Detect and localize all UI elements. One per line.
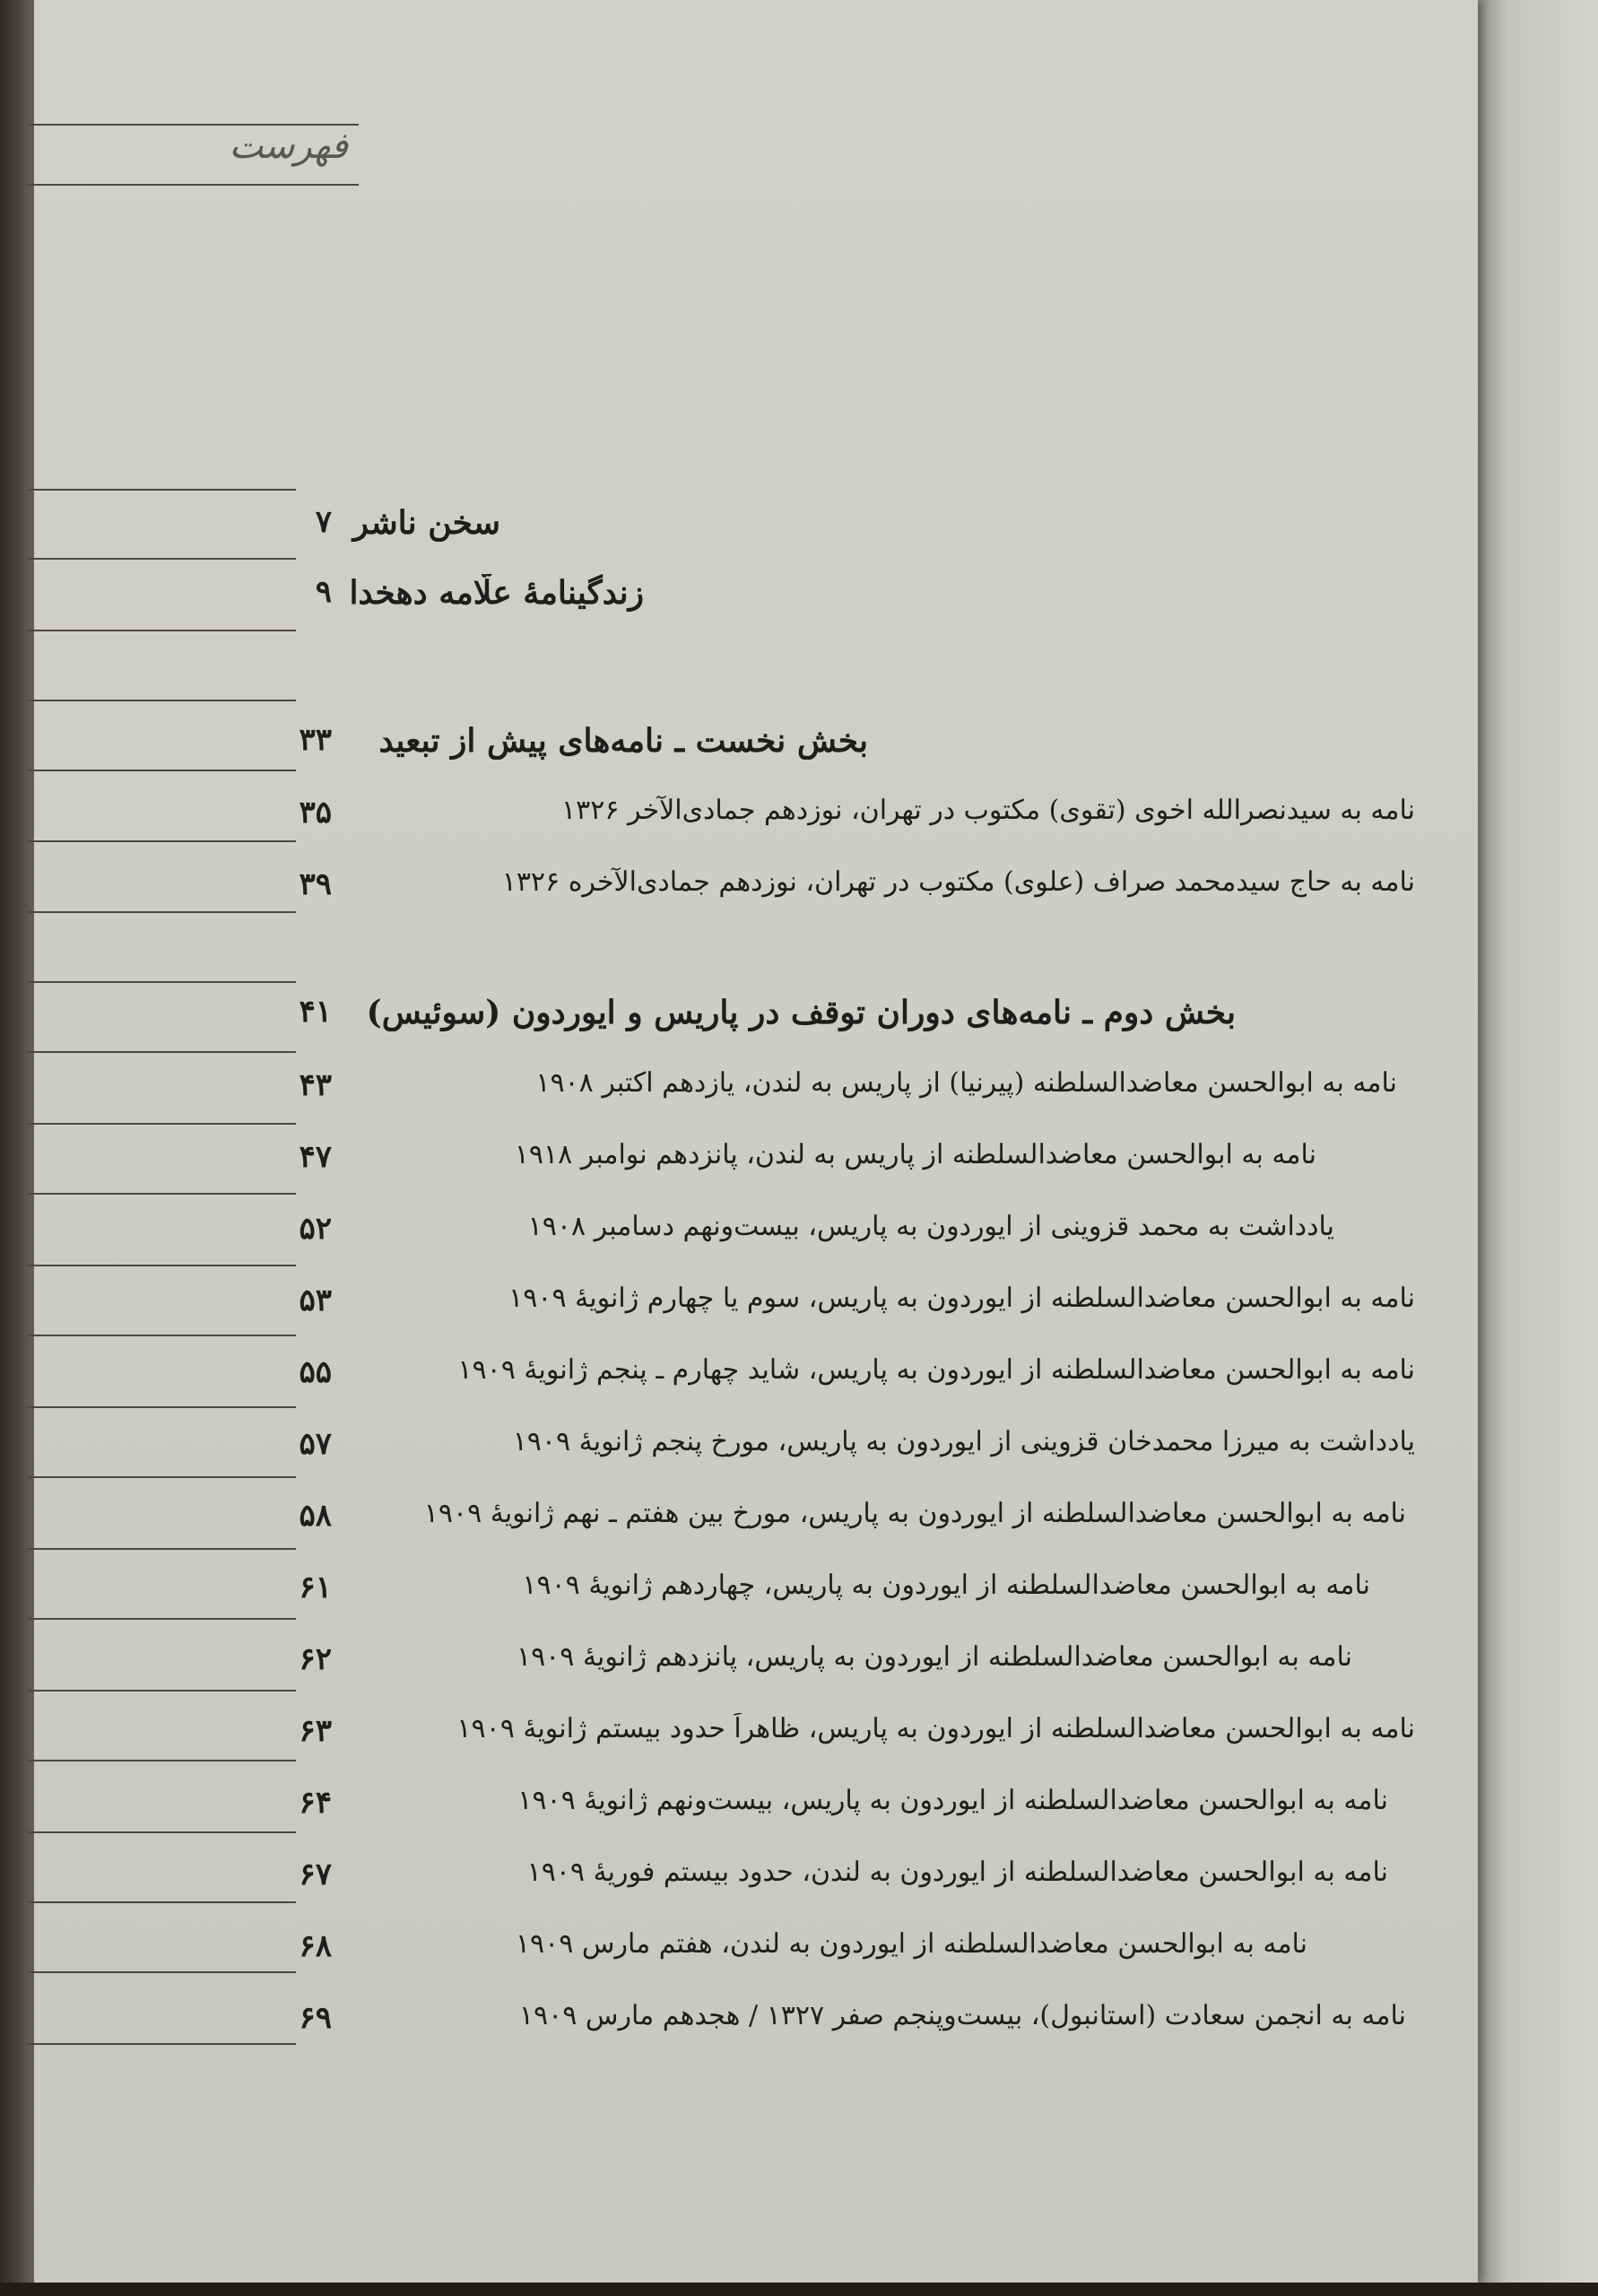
toc-entry-page: ۶۹ [299,2000,332,2036]
toc-entry-title: سخن ناشر [352,504,500,542]
margin-rule [27,1051,296,1053]
toc-entry-title: نامه به ابوالحسن معاضدالسلطنه از ایوردون به پاریس، مورخ بین هفتم ـ نهم ژانویهٔ ۱۹۰۹ [423,1498,1406,1529]
margin-rule [27,1760,296,1761]
toc-entry-title: نامه به ابوالحسن معاضدالسلطنه از ایوردون به پاریس، پانزدهم ژانویهٔ ۱۹۰۹ [516,1641,1352,1673]
margin-rule [27,1335,296,1336]
margin-rule [27,1123,296,1125]
margin-rule [27,489,296,491]
margin-rule [27,981,296,983]
toc-entry-title: نامه به ابوالحسن معاضدالسلطنه از پاریس به لندن، پانزدهم نوامبر ۱۹۱۸ [514,1139,1316,1170]
toc-entry-page: ۶۲ [299,1641,332,1677]
facing-page-edge [1478,0,1598,2283]
margin-rule [27,700,296,701]
toc-entry-page: ۴۳ [299,1067,332,1103]
toc-entry-page: ۹ [315,574,332,610]
toc-entry-title: یادداشت به محمد قزوینی از ایوردون به پاریس، بیست‌ونهم دسامبر ۱۹۰۸ [527,1211,1334,1242]
header-rule-bottom [27,184,359,186]
margin-rule [27,1265,296,1266]
toc-entry-page: ۵۸ [299,1498,332,1534]
margin-rule [27,2043,296,2045]
section-page: ۴۱ [299,994,332,1030]
toc-entry-title: نامه به ابوالحسن معاضدالسلطنه از ایوردون به پاریس، چهاردهم ژانویهٔ ۱۹۰۹ [522,1570,1370,1601]
margin-rule [27,1901,296,1903]
margin-rule [27,770,296,771]
margin-rule [27,1618,296,1620]
toc-entry-page: ۵۳ [299,1283,332,1318]
toc-entry-title: نامه به سیدنصرالله اخوی (تقوی) مکتوب در تهران، نوزدهم جمادی‌الآخر ۱۳۲۶ [561,795,1415,826]
page-title: فهرست [229,126,348,167]
toc-entry-title: نامه به ابوالحسن معاضدالسلطنه از ایوردون به لندن، حدود بیستم فوریهٔ ۱۹۰۹ [526,1857,1388,1888]
toc-entry-page: ۴۷ [299,1139,332,1175]
toc-entry-title: نامه به ابوالحسن معاضدالسلطنه (پیرنیا) از پاریس به لندن، یازدهم اکتبر ۱۹۰۸ [535,1067,1397,1099]
toc-entry-page: ۶۸ [299,1928,332,1964]
margin-rule [27,1831,296,1833]
toc-entry-page: ۵۵ [299,1354,332,1390]
section-page: ۳۳ [299,722,332,758]
margin-rule [27,1690,296,1692]
toc-entry-title: نامه به ابوالحسن معاضدالسلطنه از ایوردون به پاریس، سوم یا چهارم ژانویهٔ ۱۹۰۹ [508,1283,1415,1314]
toc-entry-page: ۶۳ [299,1713,332,1749]
margin-rule [27,1476,296,1478]
section-heading: بخش دوم ـ نامه‌های دوران توقف در پاریس و ایوردون (سوئیس) [366,994,1236,1031]
toc-entry-title: یادداشت به میرزا محمدخان قزوینی از ایوردون به پاریس، مورخ پنجم ژانویهٔ ۱۹۰۹ [512,1426,1415,1457]
margin-rule [27,558,296,560]
toc-entry-page: ۳۵ [299,795,332,831]
margin-rule [27,911,296,913]
toc-entry-page: ۵۷ [299,1426,332,1462]
margin-rule [27,1406,296,1408]
toc-entry-title: نامه به ابوالحسن معاضدالسلطنه از ایوردون به پاریس، بیست‌ونهم ژانویهٔ ۱۹۰۹ [517,1785,1388,1816]
toc-entry-page: ۶۴ [299,1785,332,1821]
toc-page [34,0,1478,2283]
desk-edge [0,2283,1598,2296]
toc-entry-page: ۶۱ [299,1570,332,1605]
section-heading: بخش نخست ـ نامه‌های پیش از تبعید [378,722,868,760]
margin-rule [27,1548,296,1550]
toc-entry-page: ۶۷ [299,1857,332,1892]
margin-rule [27,1971,296,1973]
toc-entry-page: ۷ [315,504,332,540]
toc-entry-title: نامه به ابوالحسن معاضدالسلطنه از ایوردون به پاریس، شاید چهارم ـ پنجم ژانویهٔ ۱۹۰۹ [457,1354,1415,1386]
book-spine [0,0,36,2296]
toc-entry-page: ۳۹ [299,866,332,902]
margin-rule [27,630,296,631]
toc-entry-title: نامه به حاج سیدمحمد صراف (علوی) مکتوب در تهران، نوزدهم جمادی‌الآخره ۱۳۲۶ [501,866,1415,898]
toc-entry-page: ۵۲ [299,1211,332,1247]
margin-rule [27,1193,296,1195]
toc-entry-title: زندگینامهٔ علّامه دهخدا [349,574,644,612]
toc-entry-title: نامه به انجمن سعادت (استانبول)، بیست‌وپنجم صفر ۱۳۲۷ / هجدهم مارس ۱۹۰۹ [518,2000,1406,2031]
toc-entry-title: نامه به ابوالحسن معاضدالسلطنه از ایوردون به پاریس، ظاهراً حدود بیستم ژانویهٔ ۱۹۰۹ [456,1713,1415,1744]
toc-entry-title: نامه به ابوالحسن معاضدالسلطنه از ایوردون به لندن، هفتم مارس ۱۹۰۹ [515,1928,1307,1960]
margin-rule [27,840,296,842]
